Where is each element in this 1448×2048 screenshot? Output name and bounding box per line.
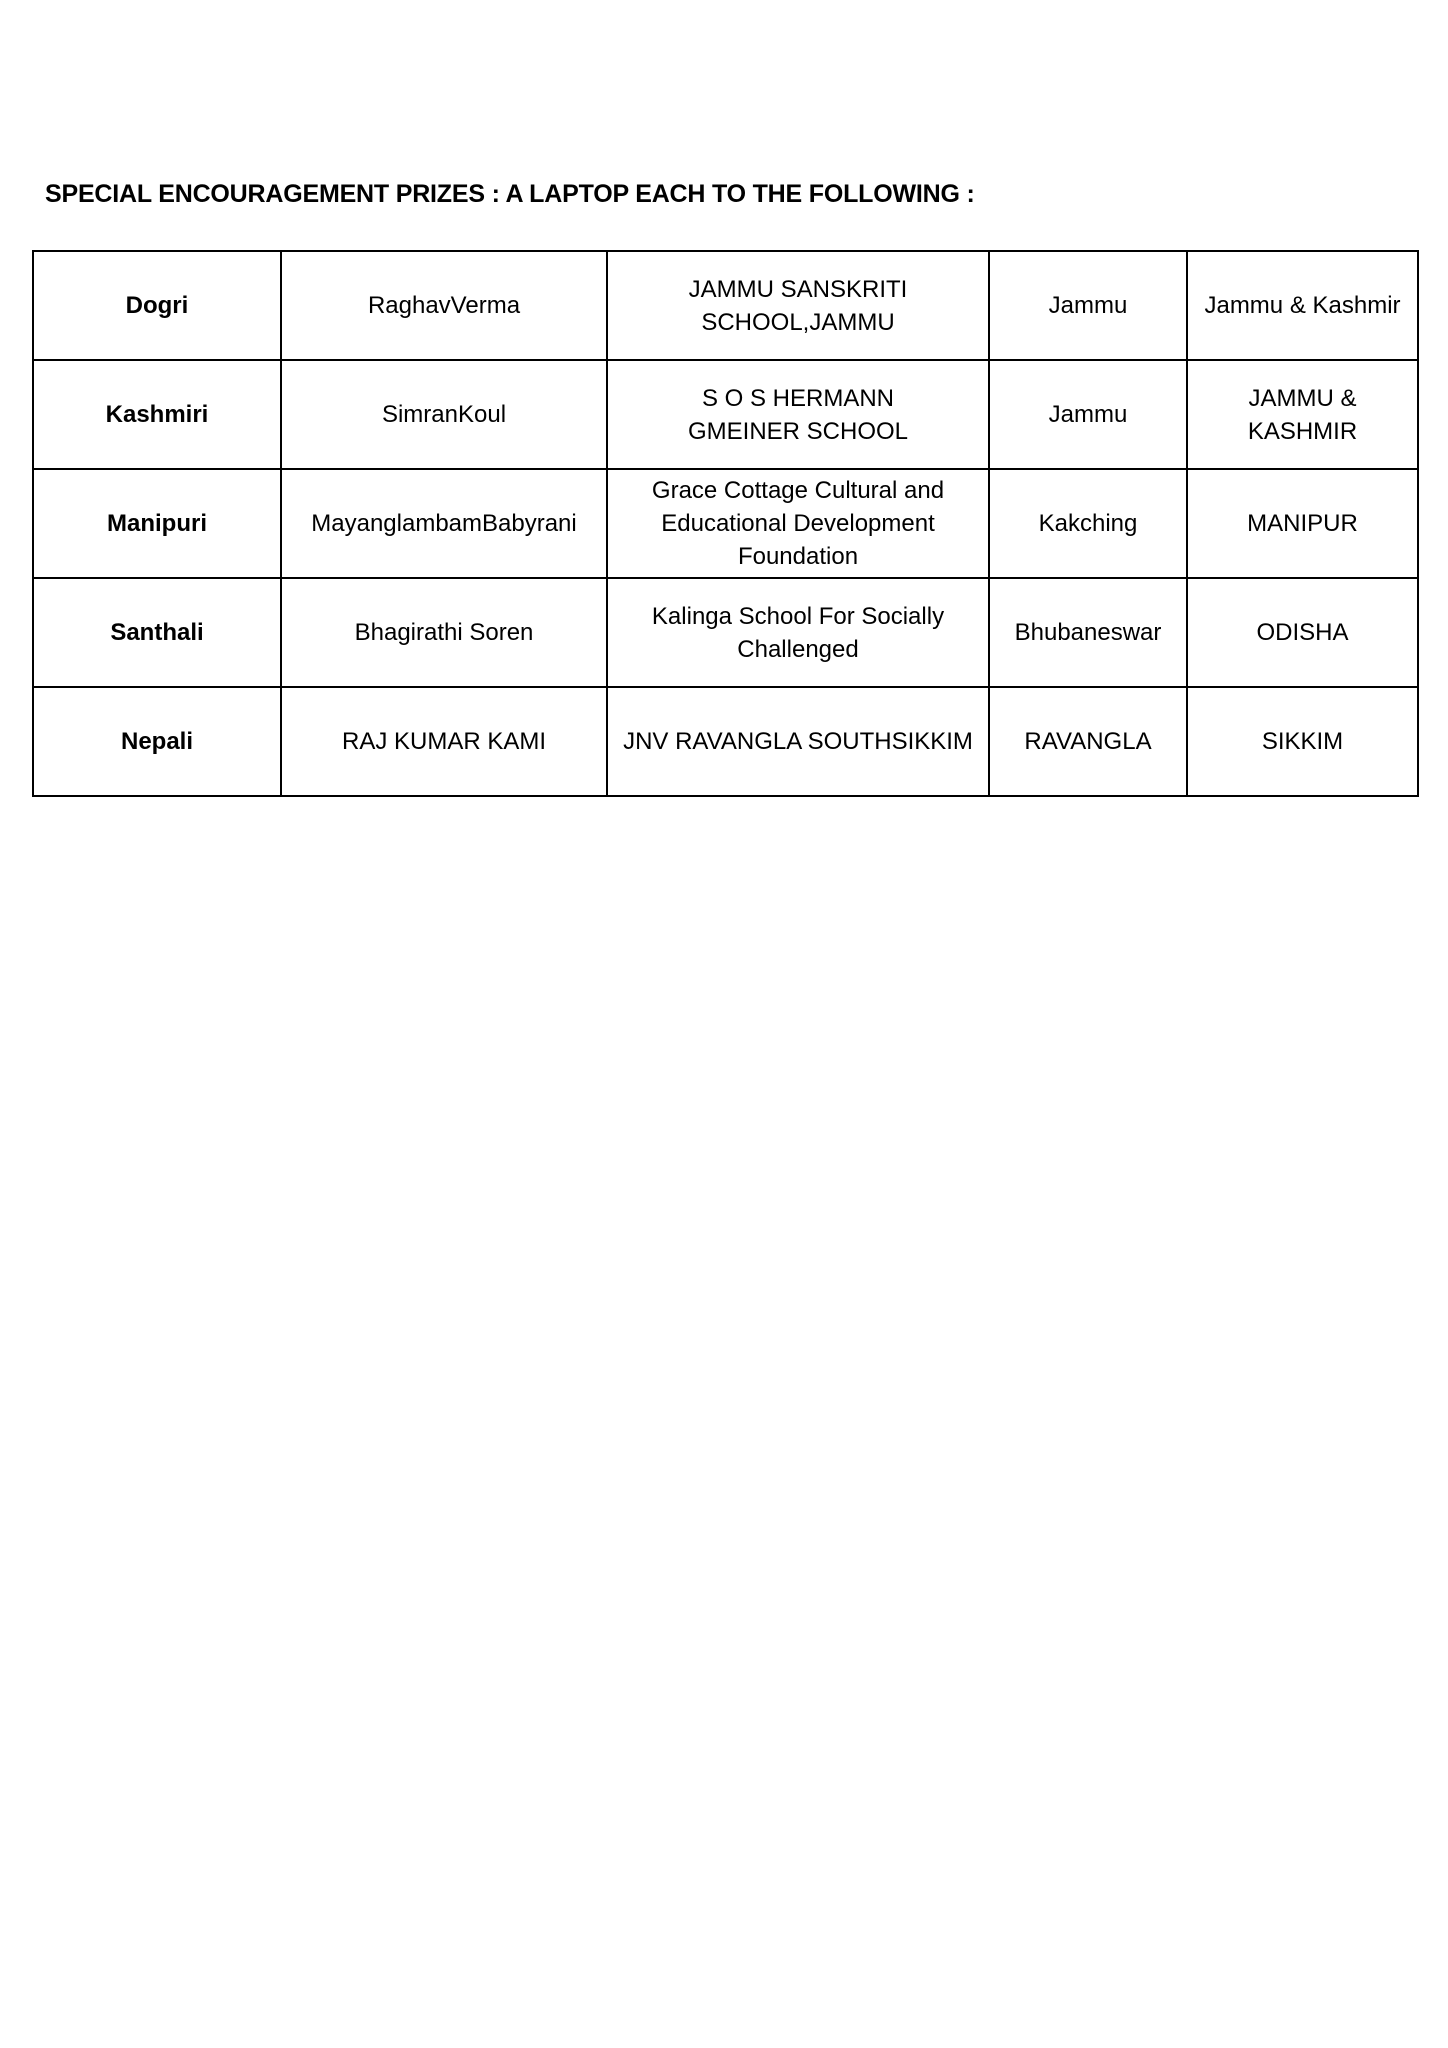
name-cell: SimranKoul: [281, 360, 607, 469]
language-cell: Kashmiri: [33, 360, 281, 469]
city-cell: RAVANGLA: [989, 687, 1187, 796]
name-cell: Bhagirathi Soren: [281, 578, 607, 687]
city-cell: Jammu: [989, 251, 1187, 360]
state-cell: Jammu & Kashmir: [1187, 251, 1418, 360]
state-cell: SIKKIM: [1187, 687, 1418, 796]
state-cell: JAMMU & KASHMIR: [1187, 360, 1418, 469]
state-cell: ODISHA: [1187, 578, 1418, 687]
table-row: [33, 578, 1418, 687]
prize-winners-table: [32, 250, 1419, 797]
page-heading: SPECIAL ENCOURAGEMENT PRIZES : A LAPTOP EACH TO THE FOLLOWING :: [45, 180, 975, 208]
name-cell: RaghavVerma: [281, 251, 607, 360]
language-cell: Nepali: [33, 687, 281, 796]
language-cell: Santhali: [33, 578, 281, 687]
school-cell: JNV RAVANGLA SOUTHSIKKIM: [607, 687, 989, 796]
table-row: [33, 687, 1418, 796]
city-cell: Kakching: [989, 469, 1187, 578]
table-row: [33, 360, 1418, 469]
language-cell: Dogri: [33, 251, 281, 360]
city-cell: Bhubaneswar: [989, 578, 1187, 687]
city-cell: Jammu: [989, 360, 1187, 469]
name-cell: MayanglambamBabyrani: [281, 469, 607, 578]
name-cell: RAJ KUMAR KAMI: [281, 687, 607, 796]
school-cell: JAMMU SANSKRITI SCHOOL,JAMMU: [607, 251, 989, 360]
school-cell: S O S HERMANN GMEINER SCHOOL: [607, 360, 989, 469]
school-cell: Kalinga School For Socially Challenged: [607, 578, 989, 687]
table-row: [33, 469, 1418, 578]
table-row: [33, 251, 1418, 360]
school-cell: Grace Cottage Cultural and Educational Development Foundation: [607, 469, 989, 578]
state-cell: MANIPUR: [1187, 469, 1418, 578]
language-cell: Manipuri: [33, 469, 281, 578]
